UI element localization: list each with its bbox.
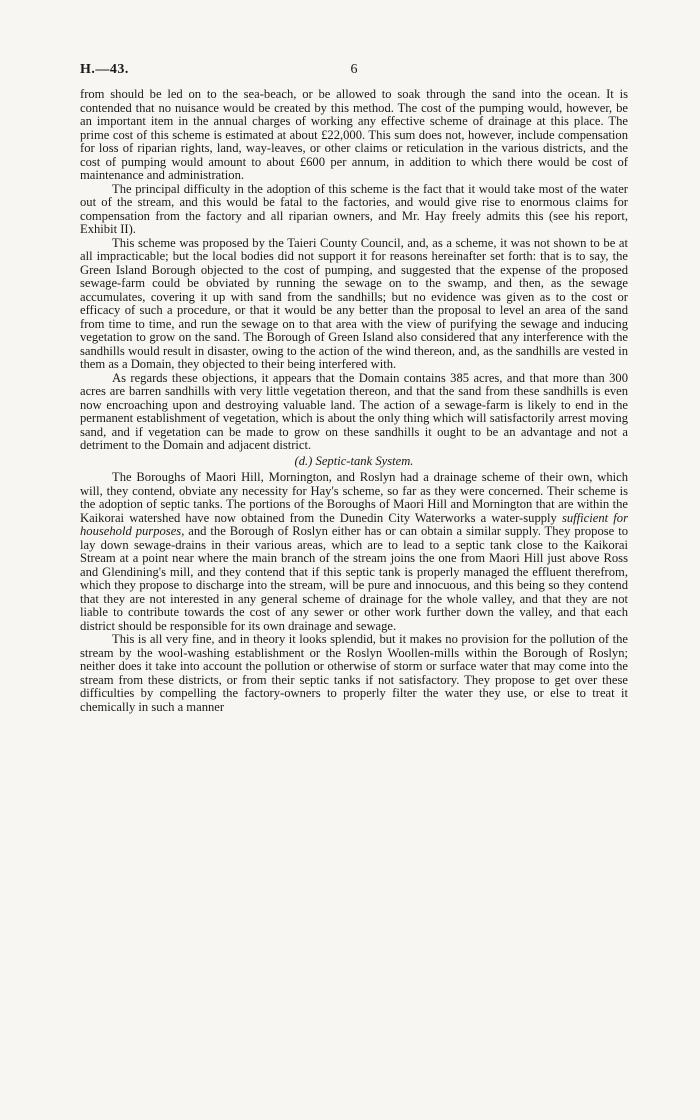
page-header <box>80 62 628 88</box>
paragraph-taieri-scheme: This scheme was proposed by the Taieri County Council, and, as a scheme, it was not shown to be at all impracticable; but the local bodies did not support it for reasons hereinafter set forth: that is to say, the Green Island Borough objected to the cost of pumping, and suggested that the expense of the proposed sewage-farm could be obviated by running the sewage on to the swamp, and then, as the sewage accumulates, covering it up with sand from the sandhills; but no evidence was given as to the cost or efficacy of such a procedure, or that it would be any better than the proposal to level an area of the sand from time to time, and run the sewage on to that area with the view of purifying the sewage and inducing vegetation to grow on the sand. The Borough of Green Island also considered that any interference with the sandhills would result in disaster, owing to the action of the wind thereon, and, as the sandhills are vested in them as a Domain, they objected to their being interfered with. <box>80 235 628 371</box>
septic-text-part1: The Boroughs of Maori Hill, Mornington, and Roslyn had a drainage scheme of their own, which will, they contend, obviate any necessity for Hay's scheme, so far as they were concerned. Their scheme is the adoption of septic tanks. The portions of the Boroughs of Maori Hill and Mornington that are within the Kaikorai watershed have now obtained from the Dunedin City Waterworks a water-supply <box>80 470 628 525</box>
septic-text-part2: , and the Borough of Roslyn either has or can obtain a similar supply. They propose to lay down sewage-drains in their various areas, which are to lead to a septic tank close to the Kaikorai Stream at a point near where the main branch of the stream joins the one from Maori Hill just above Ross and Glendining's mill, and they contend that if this septic tank is properly managed the effluent therefrom, which they propose to discharge into the stream, will be pure and innocuous, and this being so they contend that they are not interested in any general scheme of drainage for the whole valley, and that they are not liable to contribute towards the cost of any sewer or other work further down the valley, and that each district should be responsible for its own drainage and sewage. <box>80 524 628 633</box>
paragraph-septic-boroughs <box>80 471 628 633</box>
document-body <box>80 88 628 714</box>
paragraph-principal-difficulty: The principal difficulty in the adoption of this scheme is the fact that it would take most of the water out of the stream, and this would be fatal to the factories, and would give rise to enormous claims for compensation from the factory and all riparian owners, and Mr. Hay freely admits this (see his report, Exhibit II). <box>80 181 628 236</box>
paragraph-domain-objections: As regards these objections, it appears that the Domain contains 385 acres, and that more than 300 acres are barren sandhills with very little vegetation thereon, and that the sand from these sandhills is even now encroaching upon and destroying valuable land. The action of a sewage-farm is likely to end in the permanent establishment of vegetation, which is about the only thing which will satisfactorily arrest moving sand, and if vegetation can be made to grow on these sandhills it ought to be an advantage and not a detriment to the Domain and adjacent district. <box>80 370 628 452</box>
section-subheading: (d.) Septic-tank System. <box>294 453 414 468</box>
document-page <box>80 62 628 714</box>
septic-text-emphasis: sufficient for household purposes <box>80 510 628 538</box>
paragraph-septic-critique: This is all very fine, and in theory it looks splendid, but it makes no provision for the pollution of the stream by the wool-washing establishment or the Roslyn Woollen-mills within the Borough of Roslyn; neither does it take into account the pollution or otherwise of storm or surface water that may come into the stream from these districts, or from their septic tanks if not satisfactory. They propose to get over these difficulties by compelling the factory-owners to properly filter the water they use, or else to treat it chemically in such a manner <box>80 632 628 714</box>
report-reference: H.—43. <box>80 62 129 77</box>
paragraph-pumping-cost: from should be led on to the sea-beach, or be allowed to soak through the sand into the ocean. It is contended that no nuisance would be created by this method. The cost of the pumping would, however, be an important item in the annual charges of working any effective scheme of drainage at this place. The prime cost of this scheme is estimated at about £22,000. This sum does not, however, include compensation for loss of riparian rights, land, way-leaves, or other claims or reticulation in the various districts, and the cost of pumping would amount to about £600 per annum, in addition to which there would be cost of maintenance and administration. <box>80 87 628 182</box>
page-number: 6 <box>350 62 358 77</box>
